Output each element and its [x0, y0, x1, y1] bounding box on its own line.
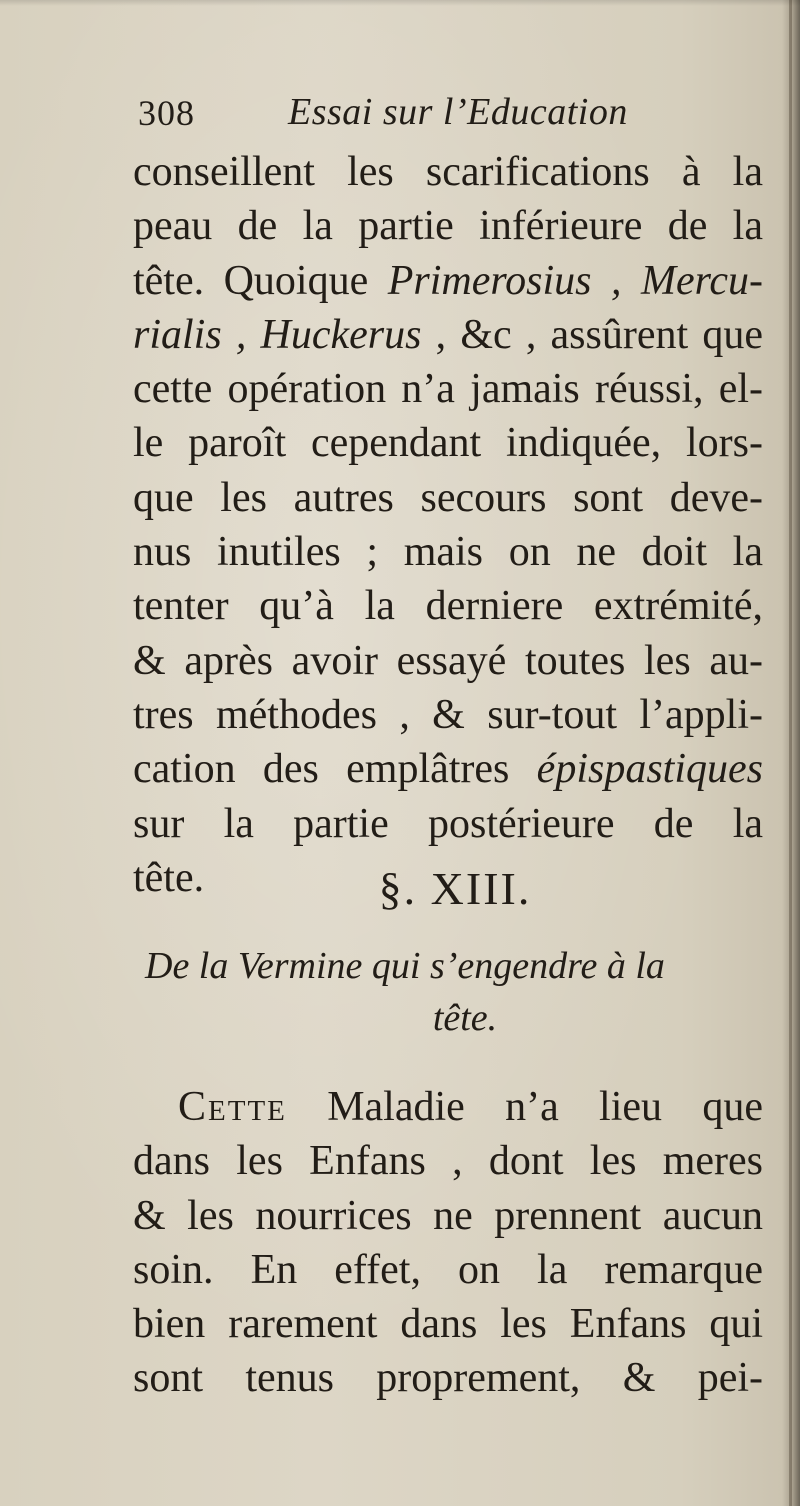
- text-line: [133, 308, 763, 362]
- text-fragment: cation des emplâtres: [133, 746, 537, 793]
- paragraph-1: [133, 145, 763, 905]
- text-line: le paroît cependant indiquée, lors-: [133, 420, 763, 467]
- subtitle-line: tête.: [432, 997, 498, 1039]
- text-line: [133, 742, 763, 796]
- text-fragment: Maladie n’a lieu que: [286, 1084, 763, 1130]
- text-line: & après avoir essayé toutes les au-: [133, 637, 763, 684]
- page-number: 308: [138, 93, 195, 133]
- text-line: tête.: [133, 854, 205, 901]
- text-line: [133, 1080, 763, 1134]
- page-top-edge: [0, 0, 800, 6]
- subtitle-line: De la Vermine qui s’engendre à la: [145, 945, 665, 987]
- text-line: dans les Enfans , dont les meres: [133, 1138, 763, 1185]
- page-spine-line: [789, 0, 792, 1506]
- text-line: sont tenus proprement, & pei-: [133, 1355, 763, 1402]
- section-heading: [0, 862, 800, 915]
- text-fragment: tête. Quoique: [133, 257, 388, 304]
- text-fragment: , &c , assûrent que: [421, 311, 763, 358]
- text-line: peau de la partie inférieure de la: [133, 203, 763, 250]
- author-names-italic: Primerosius , Mercu-: [387, 257, 763, 304]
- page-header: [138, 92, 678, 142]
- text-line: sur la partie postérieure de la: [133, 800, 763, 847]
- text-line: nus inutiles ; mais on ne doit la: [133, 529, 763, 576]
- text-line: bien rarement dans les Enfans qui: [133, 1301, 763, 1348]
- text-line: cette opération n’a jamais réussi, el-: [133, 366, 763, 413]
- running-title: Essai sur l’Education: [288, 91, 628, 133]
- section-number: §. XIII.: [378, 863, 532, 914]
- author-names-italic: rialis , Huckerus: [133, 311, 422, 358]
- text-line: [133, 254, 763, 308]
- text-line: & les nourrices ne prennent aucun: [133, 1192, 763, 1239]
- text-line: soin. En effet, on la remarque: [133, 1246, 763, 1293]
- paragraph-2: [133, 1080, 763, 1406]
- text-line: tenter qu’à la derniere extrémité,: [133, 583, 763, 630]
- section-subtitle: [145, 940, 765, 1044]
- text-line: que les autres secours sont deve-: [133, 474, 763, 521]
- opening-word: Cette: [178, 1084, 287, 1130]
- term-italic: épispastiques: [536, 746, 763, 793]
- text-line: tres méthodes , & sur-tout l’appli-: [133, 691, 763, 738]
- text-line: conseillent les scarifications à la: [133, 149, 763, 195]
